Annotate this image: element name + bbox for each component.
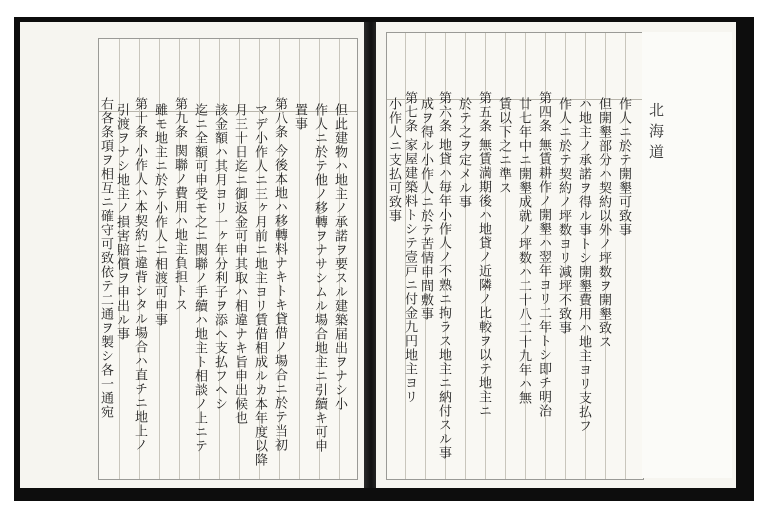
text-column: 廿七年中ニ開墾成就ノ坪数ハ二十八二十九年ハ無 xyxy=(516,97,531,405)
text-column: 該金額ハ其月ヨリ一ヶ年分利子ヲ添ヘ支払フヘシ xyxy=(212,103,227,411)
text-column: 第四条 無賃耕作ノ開墾ハ翌年ヨリ二年トシ即チ明治 xyxy=(536,91,551,419)
text-column: 引渡ヲナシ地主ノ損害賠償ヲ申出ル事 xyxy=(114,103,129,341)
text-column: ハ地主ノ承諾ヲ得ル事トシ開墾費用ハ地主ヨリ支払フ xyxy=(576,97,591,433)
text-column: マデ小作人ニ三ヶ月前ニ地主ヨリ賃借相成ルカ本年度以降 xyxy=(252,103,267,467)
text-column: 作人ニ於テ他ノ移轉ヲナサシムル場合地主ニ引續キ可申 xyxy=(312,103,327,453)
text-column: 小作人ニ支払可致事 xyxy=(386,97,401,223)
text-column: 第七条 家屋建築料トシテ壹戸ニ付金九円地主ヨリ xyxy=(402,91,417,405)
right-ruled-sheet xyxy=(386,32,644,480)
text-column: 於テ之ヲ定メル事 xyxy=(456,97,471,209)
text-column: 第六条 地貸ハ毎年小作人ノ不熟ニ拘ラス地主ニ納付スル事 xyxy=(436,91,451,461)
left-ruled-sheet xyxy=(98,38,358,480)
text-column: 但開墾部分ハ契約以外ノ坪数ヲ開墾致ス xyxy=(596,97,611,349)
text-column: 第五条 無賃満期後ハ地貸ノ近隣ノ比較ヲ以テ地主ニ xyxy=(476,91,491,419)
right-margin xyxy=(642,32,732,478)
margin-note: 北海道 xyxy=(647,102,665,165)
text-column: 賃以下之ニ準ス xyxy=(496,97,511,195)
text-column: 成ヲ得ル小作人ニ於テ苦情申間敷事 xyxy=(418,97,433,321)
text-column: 右各条項ヲ相互ニ確守可致依テ二通ヲ製シ各一通宛 xyxy=(98,97,113,419)
right-page xyxy=(376,22,736,488)
text-column: 月三十日迄ニ御返金可申其取ハ相違ナキ旨申出候也 xyxy=(232,103,247,425)
text-column: 第十条 小作人ハ本契約ニ違背シタル場合ハ直チニ地上ノ xyxy=(132,97,147,453)
text-column: 作人ニ於テ契約ノ坪数ヨリ減坪不致事 xyxy=(556,97,571,335)
text-column: 置事 xyxy=(292,103,307,131)
text-column: 第八条 今後本地ハ移轉料ナキトキ貸借ノ場合ニ於テ当初 xyxy=(272,97,287,453)
left-page xyxy=(20,22,366,488)
text-column: 作人ニ於テ開墾可致事 xyxy=(616,97,631,237)
text-column: 雖モ地主ニ於テ小作人ニ相渡可申事 xyxy=(152,103,167,327)
text-column: 第九条 関聯ノ費用ハ地主負担トス xyxy=(172,97,187,313)
text-column: 但此建物ハ地主ノ承諾ヲ要スル建築届出ヲナシ小 xyxy=(332,103,347,411)
text-column: 迄ニ全額可申受モ之ニ関聯ノ手續ハ地主ト相談ノ上ニテ xyxy=(192,103,207,453)
